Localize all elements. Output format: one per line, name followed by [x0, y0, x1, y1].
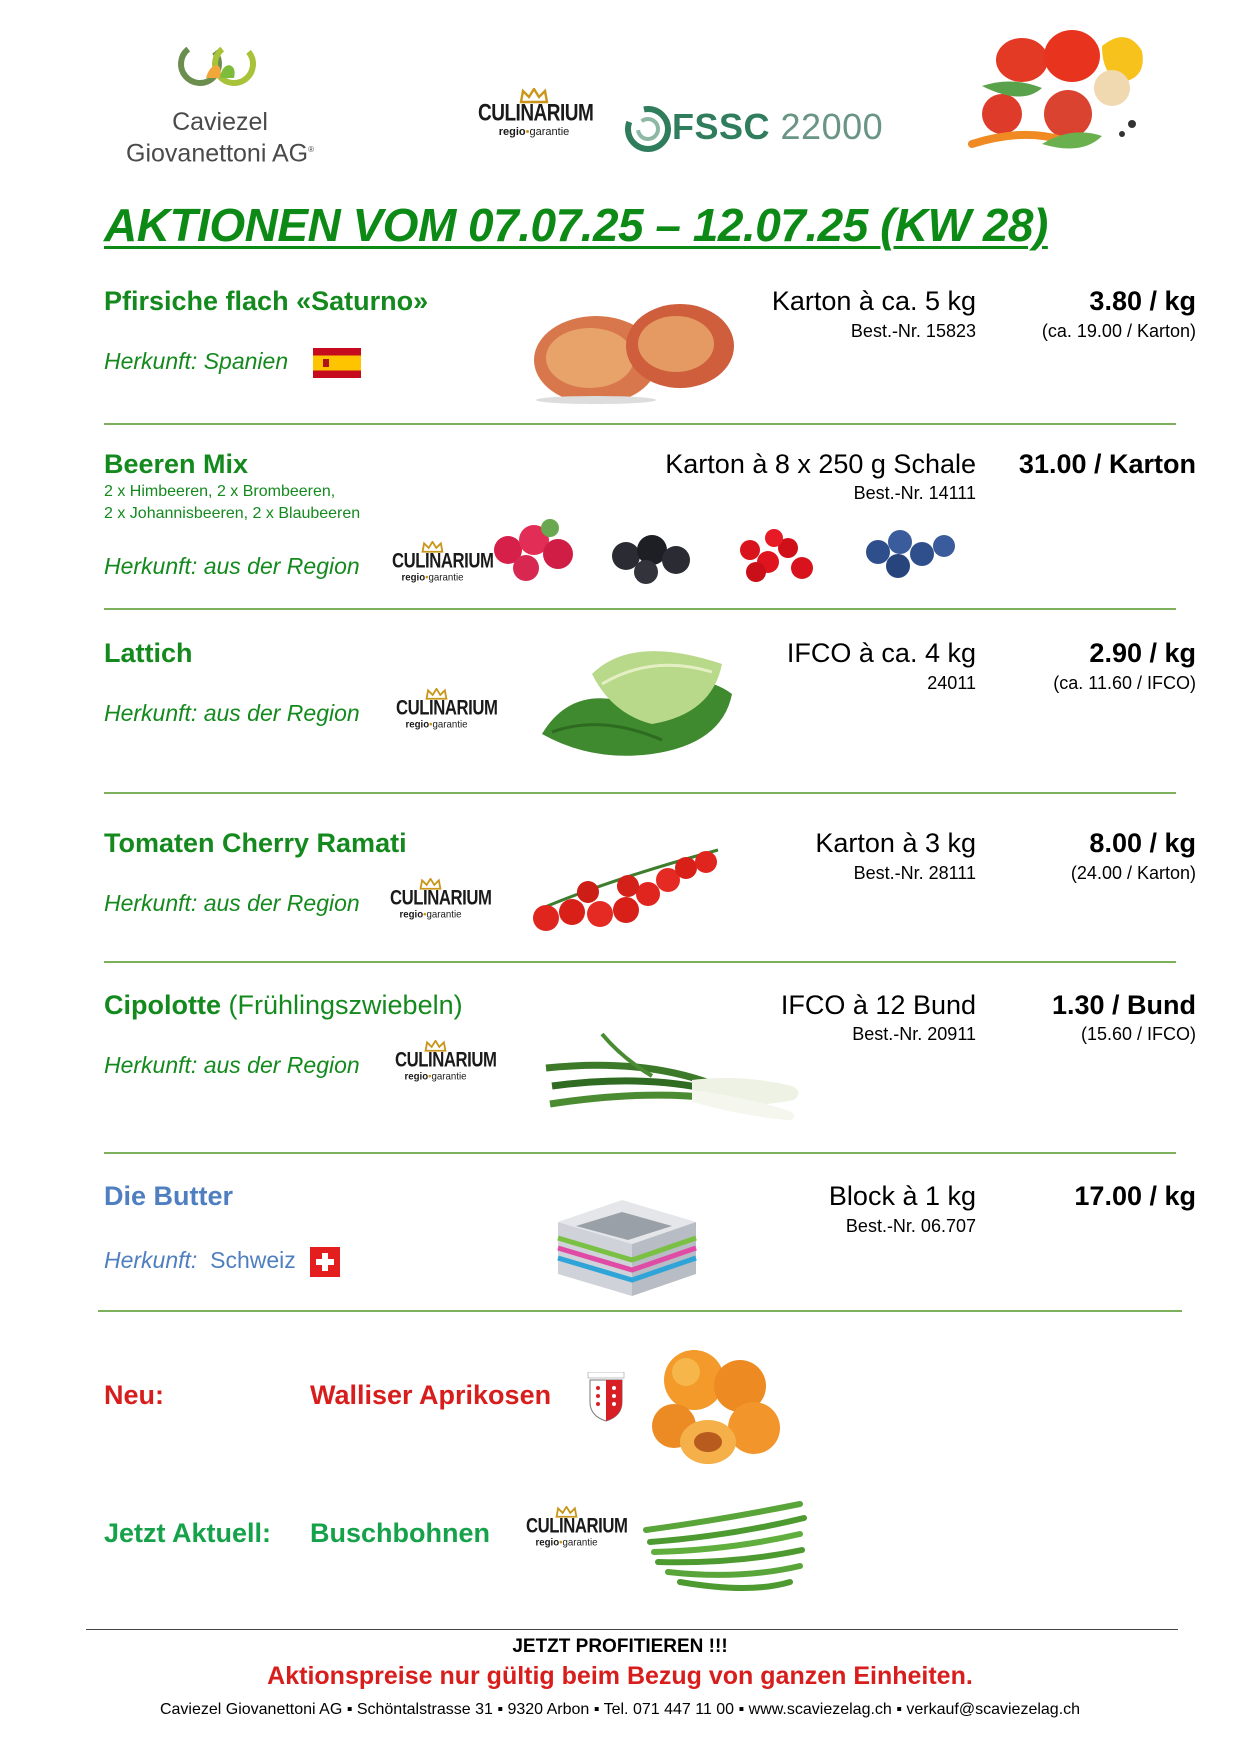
cipolotte-name: Cipolotte	[104, 990, 221, 1020]
vegetables-icon	[952, 16, 1164, 168]
flat-peach-icon	[530, 296, 738, 408]
registered-mark: ®	[308, 145, 314, 154]
valais-crest-icon	[586, 1372, 626, 1422]
blackberries-icon	[612, 535, 690, 584]
company-line1: Caviezel	[172, 108, 268, 136]
fssc-number: 22000	[780, 106, 884, 147]
price-berries: 31.00 / Karton	[1018, 449, 1196, 479]
product-name-peaches: Pfirsiche flach «Saturno»	[104, 286, 429, 316]
divider	[104, 608, 1176, 610]
culinarium-logo-icon: CULINARIUM regio•garantie	[392, 541, 473, 584]
price-cipolotte: 1.30 / Bund	[1051, 990, 1196, 1020]
culinarium-regio: regio	[498, 126, 526, 138]
swiss-flag-icon	[310, 1247, 340, 1277]
current-item: Buschbohnen	[310, 1518, 490, 1548]
butter-block-icon	[552, 1192, 702, 1300]
origin-lettuce: Herkunft: aus der Region	[104, 700, 360, 726]
price-sub-cipolotte: (15.60 / IFCO)	[1080, 1024, 1196, 1044]
current-label: Jetzt Aktuell:	[104, 1518, 272, 1548]
product-name-tomatoes: Tomaten Cherry Ramati	[104, 828, 407, 858]
pack-lettuce: IFCO à ca. 4 kg	[786, 638, 976, 668]
spring-onion-icon	[542, 1028, 816, 1124]
pack-cipolotte: IFCO à 12 Bund	[780, 990, 976, 1020]
divider	[104, 792, 1176, 794]
footer-headline: JETZT PROFITIEREN !!!	[512, 1636, 728, 1657]
article-cipolotte: Best.-Nr. 20911	[852, 1024, 976, 1044]
price-sub-lettuce: (ca. 11.60 / IFCO)	[1053, 673, 1196, 693]
origin-butter	[104, 1247, 296, 1274]
pack-tomatoes: Karton à 3 kg	[815, 828, 976, 858]
footer-note: Aktionspreise nur gültig beim Bezug von ganzen Einheiten.	[267, 1662, 973, 1690]
page-title: AKTIONEN VOM 07.07.25 – 12.07.25 (KW 28)	[104, 199, 1048, 251]
footer-contact: Caviezel Giovanettoni AG ▪ Schöntalstrasse 31 ▪ 9320 Arbon ▪ Tel. 071 447 11 00 ▪ www.scaviezelag.ch ▪ verkauf@scaviezelag.ch	[159, 1701, 1081, 1718]
divider	[98, 1310, 1182, 1312]
fssc-certification	[672, 106, 883, 148]
footer-divider	[86, 1629, 1178, 1630]
culinarium-logo-icon: CULINARIUM regio•garantie	[395, 1040, 476, 1083]
article-berries: Best.-Nr. 14111	[853, 483, 976, 503]
origin-peaches: Herkunft: Spanien	[104, 348, 289, 374]
company-line2: Giovanettoni AG	[126, 139, 309, 168]
culinarium-logo-icon: CULINARIUM regio•garantie	[526, 1506, 607, 1549]
culinarium-garantie: garantie	[529, 126, 570, 138]
divider	[104, 423, 1176, 425]
new-label: Neu:	[104, 1380, 164, 1410]
desc-berries-2: 2 x Johannisbeeren, 2 x Blaubeeren	[104, 505, 361, 522]
article-tomatoes: Best.-Nr. 28111	[853, 863, 976, 883]
divider	[104, 1152, 1176, 1154]
berries-icon	[486, 510, 972, 590]
price-tomatoes: 8.00 / kg	[1089, 828, 1196, 858]
fssc-label: FSSC	[672, 106, 771, 147]
culinarium-logo-icon: CULINARIUM regio•garantie	[478, 88, 590, 139]
culinarium-word: CULINARIUM	[478, 100, 594, 127]
origin-cipolotte: Herkunft: aus der Region	[104, 1052, 360, 1078]
price-sub-peaches: (ca. 19.00 / Karton)	[1041, 321, 1196, 341]
price-lettuce: 2.90 / kg	[1089, 638, 1196, 668]
price-butter: 17.00 / kg	[1074, 1181, 1196, 1211]
price-peaches: 3.80 / kg	[1089, 286, 1196, 316]
spain-flag-icon	[313, 348, 361, 378]
product-name-butter: Die Butter	[104, 1181, 234, 1211]
article-peaches: Best.-Nr. 15823	[850, 321, 976, 341]
new-item: Walliser Aprikosen	[310, 1380, 552, 1410]
cipolotte-subname: (Frühlingszwiebeln)	[228, 990, 463, 1020]
apricots-icon	[650, 1346, 790, 1466]
green-beans-icon	[640, 1490, 810, 1600]
romaine-lettuce-icon	[532, 644, 742, 762]
culinarium-logo-icon: CULINARIUM regio•garantie	[390, 878, 471, 921]
company-name	[104, 108, 336, 167]
gg-leaf-logo-icon	[176, 38, 260, 94]
culinarium-logo-icon: CULINARIUM regio•garantie	[396, 688, 477, 731]
pack-butter: Block à 1 kg	[828, 1181, 976, 1211]
cherry-tomatoes-icon	[528, 840, 728, 940]
price-sub-tomatoes: (24.00 / Karton)	[1070, 863, 1196, 883]
article-lettuce: 24011	[927, 673, 976, 693]
article-butter: Best.-Nr. 06.707	[845, 1216, 976, 1236]
redcurrants-icon	[740, 529, 813, 582]
pack-peaches: Karton à ca. 5 kg	[771, 286, 976, 316]
origin-butter-country: Schweiz	[210, 1247, 296, 1273]
divider	[104, 961, 1176, 963]
product-name-berries: Beeren Mix	[104, 449, 249, 479]
raspberries-icon	[494, 519, 573, 581]
blueberries-icon	[866, 530, 955, 578]
pack-berries: Karton à 8 x 250 g Schale	[665, 449, 976, 479]
product-name-lettuce: Lattich	[104, 638, 193, 668]
product-name-cipolotte	[104, 990, 463, 1021]
origin-butter-label: Herkunft:	[104, 1247, 198, 1273]
origin-berries: Herkunft: aus der Region	[104, 553, 360, 579]
origin-tomatoes: Herkunft: aus der Region	[104, 890, 360, 916]
desc-berries-1: 2 x Himbeeren, 2 x Brombeeren,	[104, 483, 336, 500]
